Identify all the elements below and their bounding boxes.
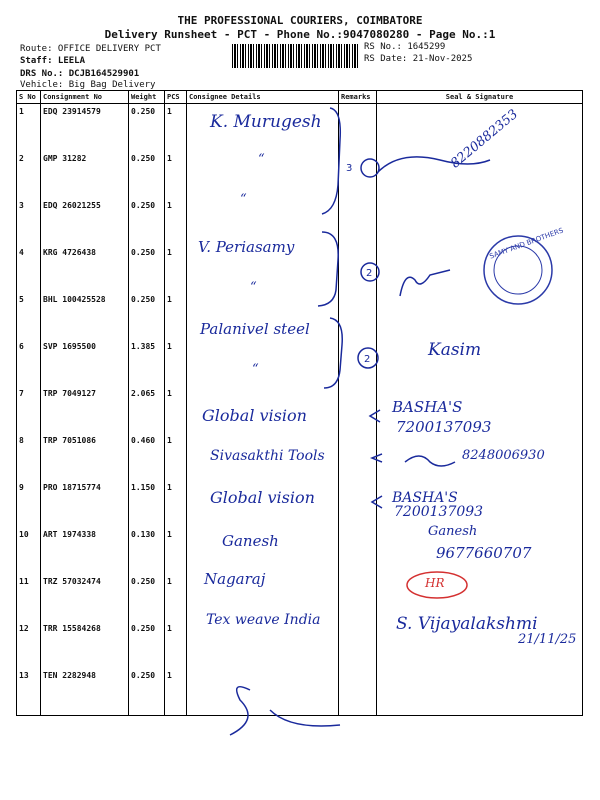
signature-phone-1: 8220882353 — [448, 106, 522, 172]
group-bracket-2 — [318, 232, 338, 306]
signature-basha-1: BASHA'S — [392, 398, 463, 416]
row-consignment: TRZ 57032474 — [41, 574, 129, 621]
row-consignment: TRP 7049127 — [41, 386, 129, 433]
col-sno-header: S No — [17, 91, 41, 104]
row-weight: 0.250 — [129, 621, 165, 668]
remark-group-2: 2 — [366, 268, 373, 279]
col-pcs-header: PCS — [165, 91, 187, 104]
row-weight: 1.150 — [129, 480, 165, 527]
signature-scribble-1 — [378, 157, 490, 172]
col-consignment-header: Consignment No — [41, 91, 129, 104]
row-pcs: 1 — [165, 292, 187, 339]
row-weight: 0.250 — [129, 668, 165, 716]
row-pcs: 1 — [165, 104, 187, 152]
remark-circle-1 — [361, 159, 379, 177]
row-consignment: EDQ 23914579 — [41, 104, 129, 152]
consignee-hand-9: Sivasakthi Tools — [210, 448, 325, 464]
signature-scribble-2 — [400, 270, 450, 296]
consignee-hand-1: K. Murugesh — [210, 112, 322, 132]
row-consignment: ART 1974338 — [41, 527, 129, 574]
row-weight: 0.250 — [129, 151, 165, 198]
company-stamp — [484, 226, 565, 304]
signature-kasim: Kasim — [428, 340, 482, 360]
signature-scribble-3 — [405, 456, 455, 466]
row-sno: 10 — [17, 527, 41, 574]
row-pcs: 1 — [165, 151, 187, 198]
row-weight: 0.250 — [129, 198, 165, 245]
rs-number: RS No.: 1645299 — [364, 42, 446, 52]
row-sno: 12 — [17, 621, 41, 668]
document-subtitle: Delivery Runsheet - PCT - Phone No.:9047080280 - Page No.:1 — [104, 28, 496, 41]
consignee-hand-10: Global vision — [210, 488, 315, 507]
row-pcs: 1 — [165, 574, 187, 621]
signature-basha-2: BASHA'S — [392, 490, 458, 506]
row-consignment: SVP 1695500 — [41, 339, 129, 386]
row-sno: 7 — [17, 386, 41, 433]
row-weight: 2.065 — [129, 386, 165, 433]
group-bracket-3 — [324, 318, 342, 388]
col-signature-header: Seal & Signature — [377, 91, 583, 104]
bottom-scribble — [230, 687, 340, 735]
row-consignment: TRR 15584268 — [41, 621, 129, 668]
consignee-hand-4: V. Periasamy — [198, 238, 295, 256]
row-weight: 0.460 — [129, 433, 165, 480]
hr-stamp-text: HR — [425, 576, 445, 590]
row-pcs: 1 — [165, 668, 187, 716]
drs-label: DRS No.: DCJB164529901 — [20, 69, 140, 79]
col-remarks-header: Remarks — [339, 91, 377, 104]
consignee-hand-8: Global vision — [202, 406, 307, 425]
document-title: THE PROFESSIONAL COURIERS, COIMBATORE — [177, 14, 423, 27]
remark-group-1: 3 — [346, 163, 353, 174]
row-consignment: KRG 4726438 — [41, 245, 129, 292]
signature-siva-phone: 8248006930 — [462, 448, 545, 463]
consignee-hand-11: Ganesh — [222, 532, 279, 550]
consignee-hand-3: “ — [240, 192, 247, 207]
col-consignee-header: Consignee Details — [187, 91, 339, 104]
stamp-text: SAMY AND BROTHERS — [488, 226, 565, 261]
consignee-hand-6: Palanivel steel — [200, 320, 310, 338]
consignee-hand-7: “ — [252, 362, 259, 377]
consignee-hand-12: Nagaraj — [204, 570, 266, 588]
row-sno: 8 — [17, 433, 41, 480]
row-sno: 4 — [17, 245, 41, 292]
row-consignment: TEN 2282948 — [41, 668, 129, 716]
signature-ganesh: Ganesh — [428, 524, 478, 539]
row-sno: 2 — [17, 151, 41, 198]
row-consignment: PRO 18715774 — [41, 480, 129, 527]
row-pcs: 1 — [165, 386, 187, 433]
arrow-10 — [372, 496, 382, 508]
row-weight: 0.250 — [129, 245, 165, 292]
row-sno: 5 — [17, 292, 41, 339]
row-sno: 3 — [17, 198, 41, 245]
row-sno: 13 — [17, 668, 41, 716]
route-label: Route: OFFICE DELIVERY PCT — [20, 44, 161, 54]
row-pcs: 1 — [165, 245, 187, 292]
col-weight-header: Weight — [129, 91, 165, 104]
row-sno: 1 — [17, 104, 41, 152]
staff-label: Staff: LEELA — [20, 56, 86, 66]
row-sno: 9 — [17, 480, 41, 527]
arrow-8 — [370, 410, 380, 422]
row-weight: 0.250 — [129, 574, 165, 621]
rs-date: RS Date: 21-Nov-2025 — [364, 54, 473, 64]
vehicle-label: Vehicle: Big Bag Delivery — [20, 80, 156, 90]
arrow-9 — [372, 454, 382, 462]
row-consignment: GMP 31282 — [41, 151, 129, 198]
consignee-hand-2: “ — [258, 152, 265, 167]
row-pcs: 1 — [165, 433, 187, 480]
row-consignment: EDQ 26021255 — [41, 198, 129, 245]
signature-ganesh-phone: 9677660707 — [436, 544, 532, 562]
row-consignment: TRP 7051086 — [41, 433, 129, 480]
consignee-hand-5: “ — [250, 280, 257, 295]
row-sno: 6 — [17, 339, 41, 386]
row-weight: 0.250 — [129, 104, 165, 152]
row-sno: 11 — [17, 574, 41, 621]
row-weight: 0.250 — [129, 292, 165, 339]
row-pcs: 1 — [165, 339, 187, 386]
row-consignment: BHL 100425528 — [41, 292, 129, 339]
row-pcs: 1 — [165, 527, 187, 574]
row-pcs: 1 — [165, 480, 187, 527]
group-bracket-1 — [322, 108, 340, 214]
signature-vijaya: S. Vijayalakshmi — [396, 614, 538, 634]
row-weight: 1.385 — [129, 339, 165, 386]
signature-date: 21/11/25 — [518, 632, 577, 647]
remark-group-3: 2 — [364, 354, 371, 365]
signature-basha-1-phone: 7200137093 — [396, 418, 492, 436]
row-pcs: 1 — [165, 621, 187, 668]
row-weight: 0.130 — [129, 527, 165, 574]
consignee-hand-13: Tex weave India — [206, 612, 321, 628]
signature-basha-2-phone: 7200137093 — [394, 504, 484, 520]
row-pcs: 1 — [165, 198, 187, 245]
